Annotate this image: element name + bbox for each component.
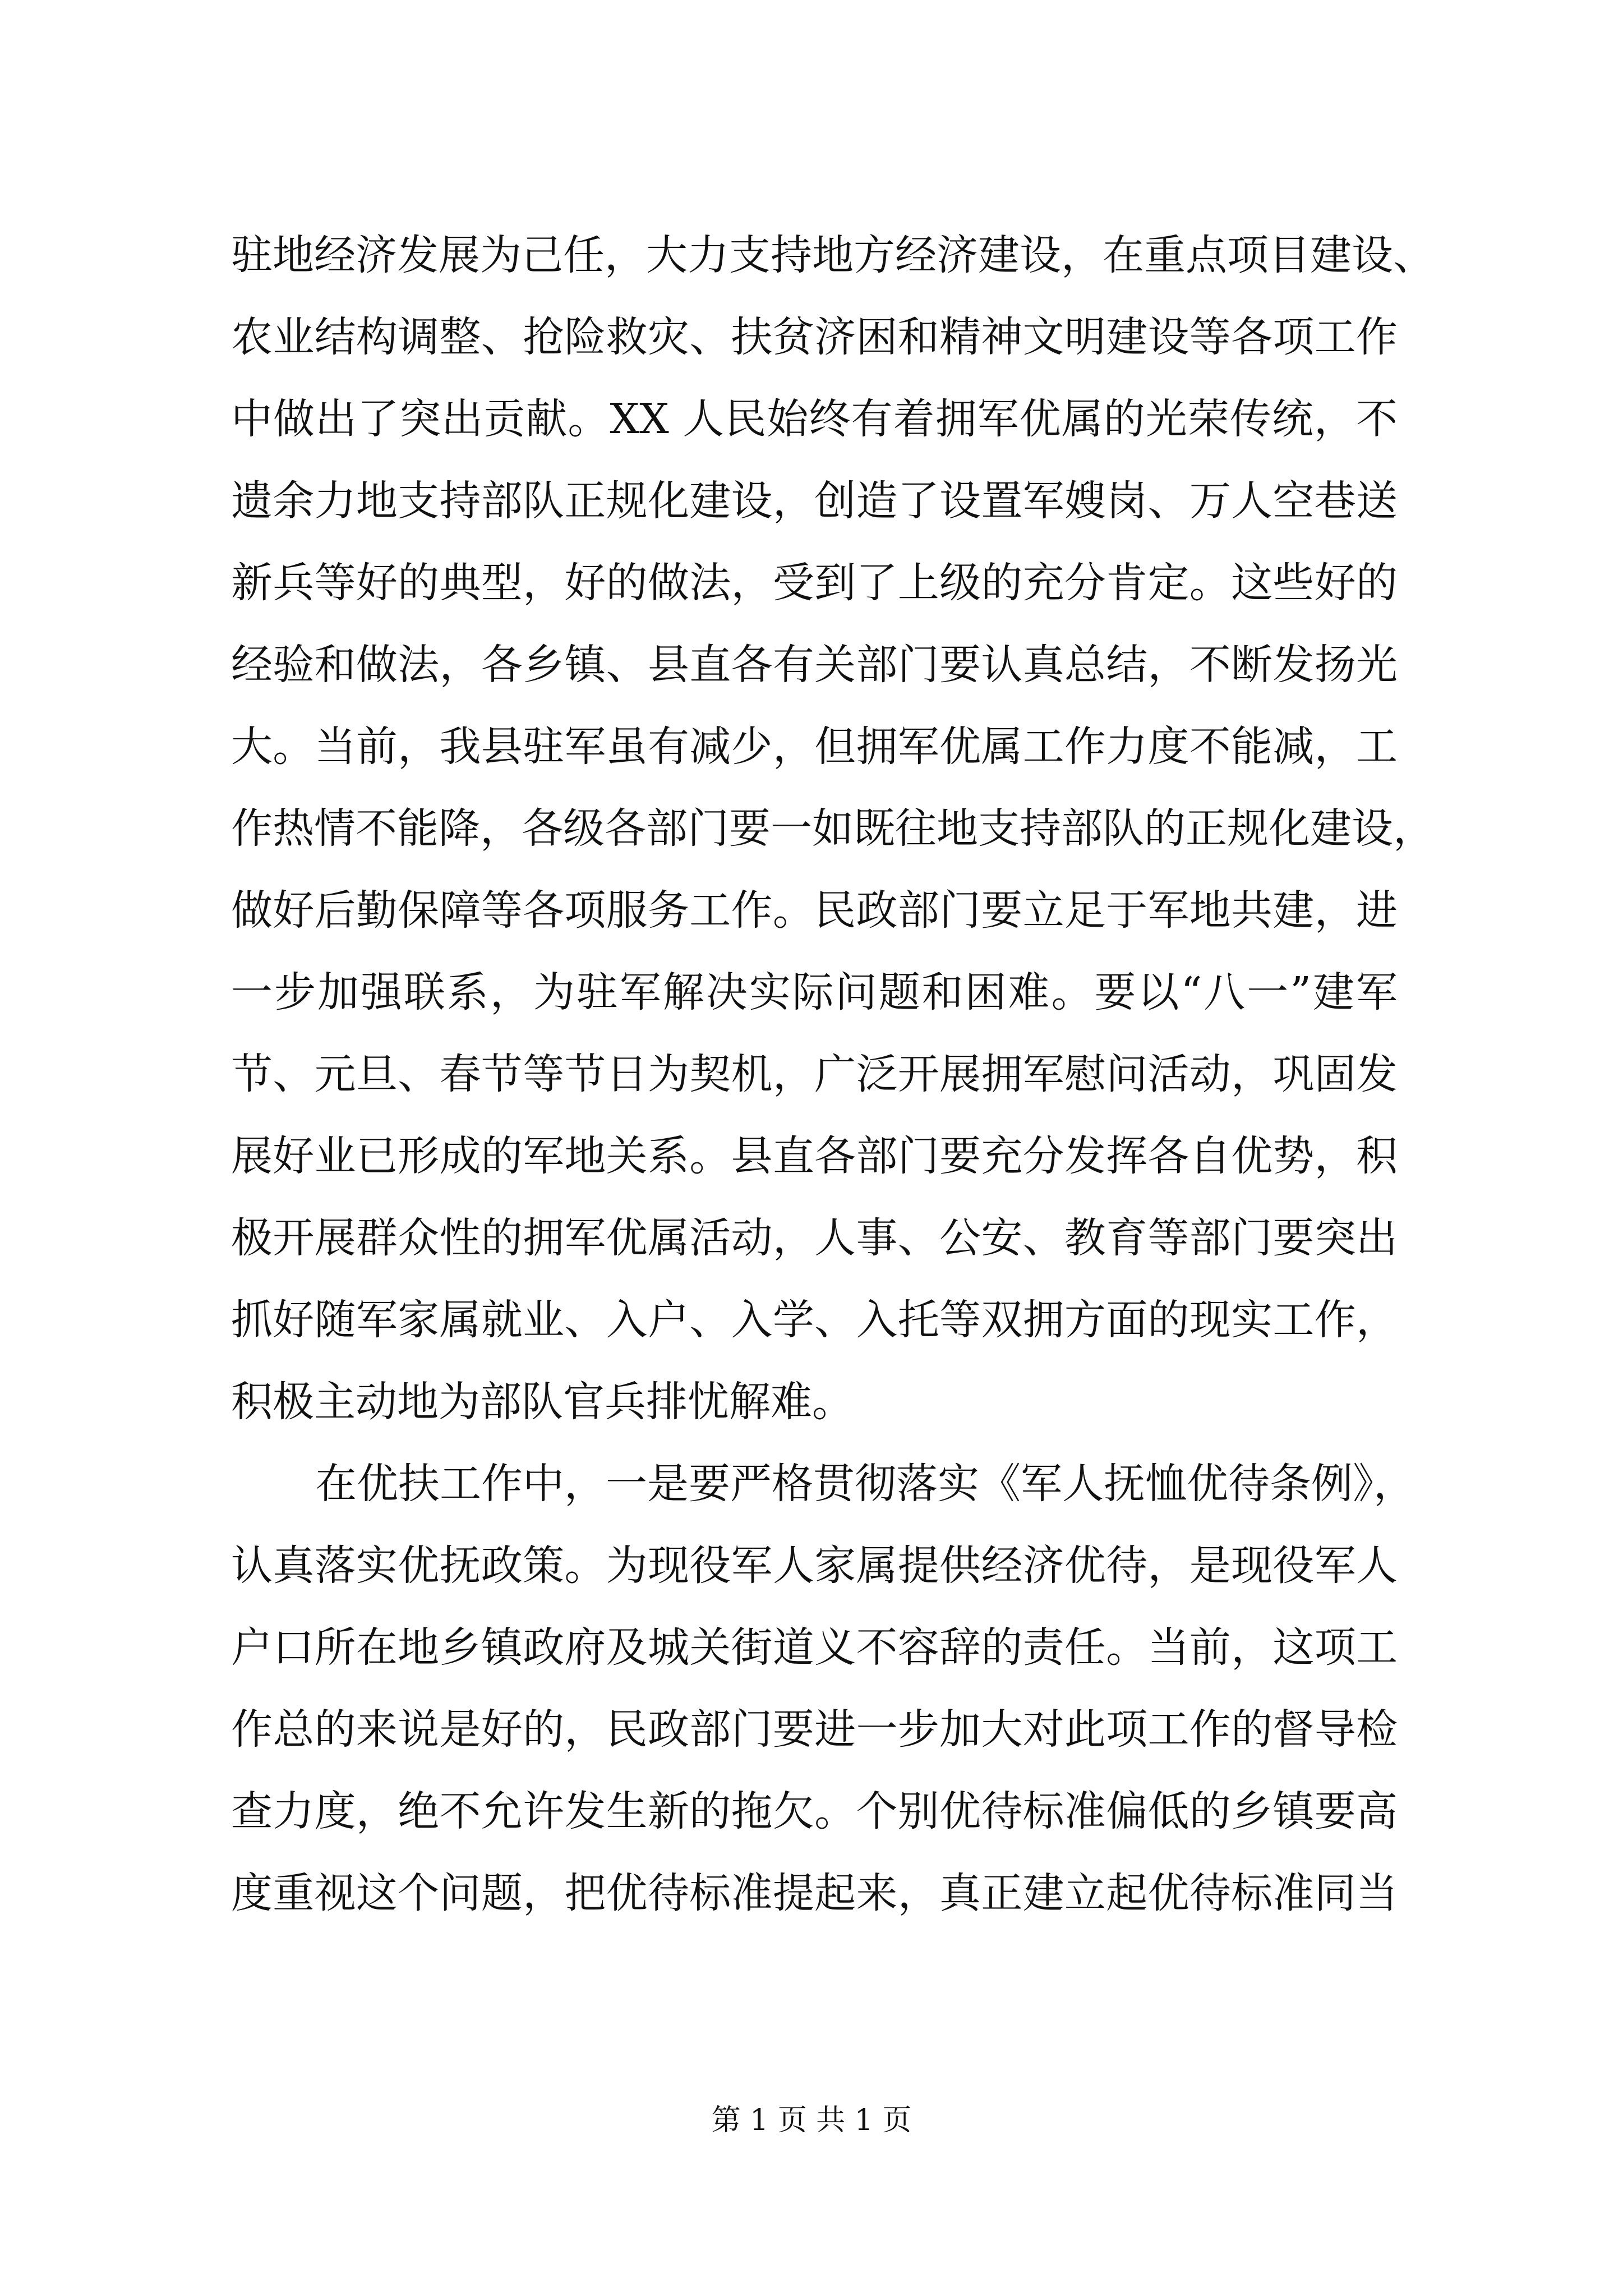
paragraph-line: 农业结构调整、抢险救灾、扶贫济困和精神文明建设等各项工作: [231, 313, 1398, 361]
paragraph-line: 遗余力地支持部队正规化建设，创造了设置军嫂岗、万人空巷送: [231, 477, 1398, 525]
paragraph-line: 新兵等好的典型，好的做法，受到了上级的充分肯定。这些好的: [231, 559, 1398, 607]
paragraph-line: 中做出了突出贡献。XX 人民始终有着拥军优属的光荣传统，不: [231, 395, 1398, 443]
paragraph-line: 做好后勤保障等各项服务工作。民政部门要立足于军地共建，进: [231, 886, 1398, 935]
paragraph-line: 作总的来说是好的，民政部门要进一步加大对此项工作的督导检: [231, 1705, 1398, 1754]
paragraph-line: 在优扶工作中，一是要严格贯彻落实《军人抚恤优待条例》，: [315, 1460, 1415, 1508]
paragraph-line: 查力度，绝不允许发生新的拖欠。个别优待标准偏低的乡镇要高: [231, 1787, 1398, 1835]
paragraph-line: 大。当前，我县驻军虽有减少，但拥军优属工作力度不能减，工: [231, 723, 1398, 771]
paragraph-1: [231, 214, 1435, 1443]
paragraph-line: 经验和做法，各乡镇、县直各有关部门要认真总结，不断发扬光: [231, 641, 1398, 689]
paragraph-line: 节、元旦、春节等节日为契机，广泛开展拥军慰问活动，巩固发: [231, 1050, 1398, 1098]
paragraph-line: 度重视这个问题，把优待标准提起来，真正建立起优待标准同当: [231, 1869, 1398, 1917]
paragraph-2: [231, 1443, 1415, 1934]
paragraph-line: 一步加强联系，为驻军解决实际问题和困难。要以“八一”建军: [231, 968, 1398, 1016]
page-number-label: 第 1 页 共 1 页: [711, 2104, 912, 2137]
paragraph-line: 抓好随军家属就业、入户、入学、入托等双拥方面的现实工作，: [231, 1296, 1398, 1344]
paragraph-line: 户口所在地乡镇政府及城关街道义不容辞的责任。当前，这项工: [231, 1623, 1398, 1672]
paragraph-line: 积极主动地为部队官兵排忧解难。: [231, 1378, 854, 1426]
page-footer: [0, 2098, 1623, 2143]
body-text: [231, 214, 1435, 1934]
paragraph-line: 作热情不能降，各级各部门要一如既往地支持部队的正规化建设，: [231, 804, 1435, 853]
paragraph-line: 驻地经济发展为己任，大力支持地方经济建设，在重点项目建设、: [231, 231, 1435, 279]
paragraph-line: 认真落实优抚政策。为现役军人家属提供经济优待，是现役军人: [231, 1542, 1398, 1590]
paragraph-line: 展好业已形成的军地关系。县直各部门要充分发挥各自优势，积: [231, 1132, 1398, 1180]
paragraph-line: 极开展群众性的拥军优属活动，人事、公安、教育等部门要突出: [231, 1214, 1398, 1262]
